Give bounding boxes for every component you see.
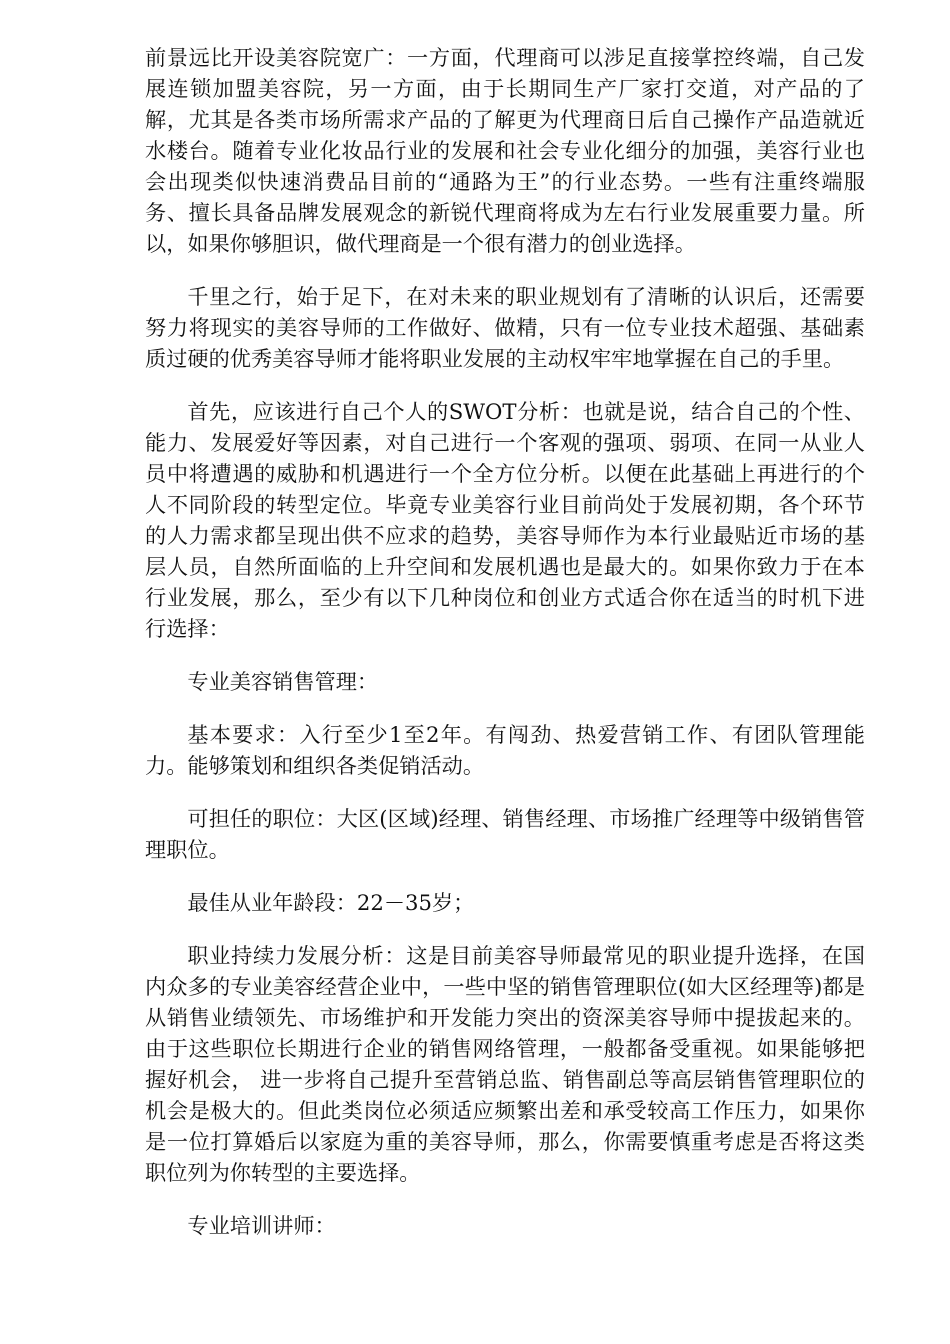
paragraph-best-age: 最佳从业年龄段：22－35岁； — [187, 890, 475, 915]
paragraph-agent-prospects: 前景远比开设美容院宽广：一方面，代理商可以涉足直接掌控终端，自己发展连锁加盟美容院，另一方面，由于长期同生产厂家打交道，对产品的了解，尤其是各类市场所需求产品的了解更为代理商日后自己操作产品造就近水楼台。随着专业化妆品行业的发展和社会专业化细分的加强，美容行业也会出现类似快速消费品目前的“通路为王”的行业态势。一些有注重终端服务、擅长具备品牌发展观念的新锐代理商将成为左右行业发展重要力量。所以，如果你够胆识，做代理商是一个很有潜力的创业选择。 — [145, 45, 865, 256]
heading-professional-trainer: 专业培训讲师： — [187, 1213, 336, 1238]
paragraph-career-analysis: 职业持续力发展分析：这是目前美容导师最常见的职业提升选择，在国内众多的专业美容经营企业中，一些中坚的销售管理职位(如大区经理等)都是从销售业绩领先、市场维护和开发能力突出的资深美容导师中提拔起来的。由于这些职位长期进行企业的销售网络管理，一般都备受重视。如果能够把握好机会， 进一步将自己提升至营销总监、销售副总等高层销售管理职位的机会是极大的。但此类岗位必须适应频繁出差和承受较高工作压力，如果你是一位打算婚后以家庭为重的美容导师，那么，你需要慎重考虑是否将这类职位列为你转型的主要选择。 — [145, 943, 865, 1185]
heading-sales-management: 专业美容销售管理： — [187, 669, 379, 694]
paragraph-positions: 可担任的职位：大区(区域)经理、销售经理、市场推广经理等中级销售管理职位。 — [145, 806, 865, 862]
paragraph-first-step: 千里之行，始于足下，在对未来的职业规划有了清晰的认识后，还需要努力将现实的美容导师的工作做好、做精，只有一位专业技术超强、基础素质过硬的优秀美容导师才能将职业发展的主动权牢牢地掌握在自己的手里。 — [145, 284, 865, 371]
document-page — [145, 42, 865, 1263]
paragraph-basic-requirements: 基本要求：入行至少1至2年。有闯劲、热爱营销工作、有团队管理能力。能够策划和组织各类促销活动。 — [145, 722, 865, 778]
paragraph-swot-analysis: 首先，应该进行自己个人的SWOT分析：也就是说，结合自己的个性、能力、发展爱好等因素，对自己进行一个客观的强项、弱项、在同一从业人员中将遭遇的威胁和机遇进行一个全方位分析。以便在此基础上再进行的个人不同阶段的转型定位。毕竟专业美容行业目前尚处于发展初期，各个环节的人力需求都呈现出供不应求的趋势，美容导师作为本行业最贴近市场的基层人员，自然所面临的上升空间和发展机遇也是最大的。如果你致力于在本行业发展，那么，至少有以下几种岗位和创业方式适合你在适当的时机下进行选择： — [145, 399, 865, 641]
